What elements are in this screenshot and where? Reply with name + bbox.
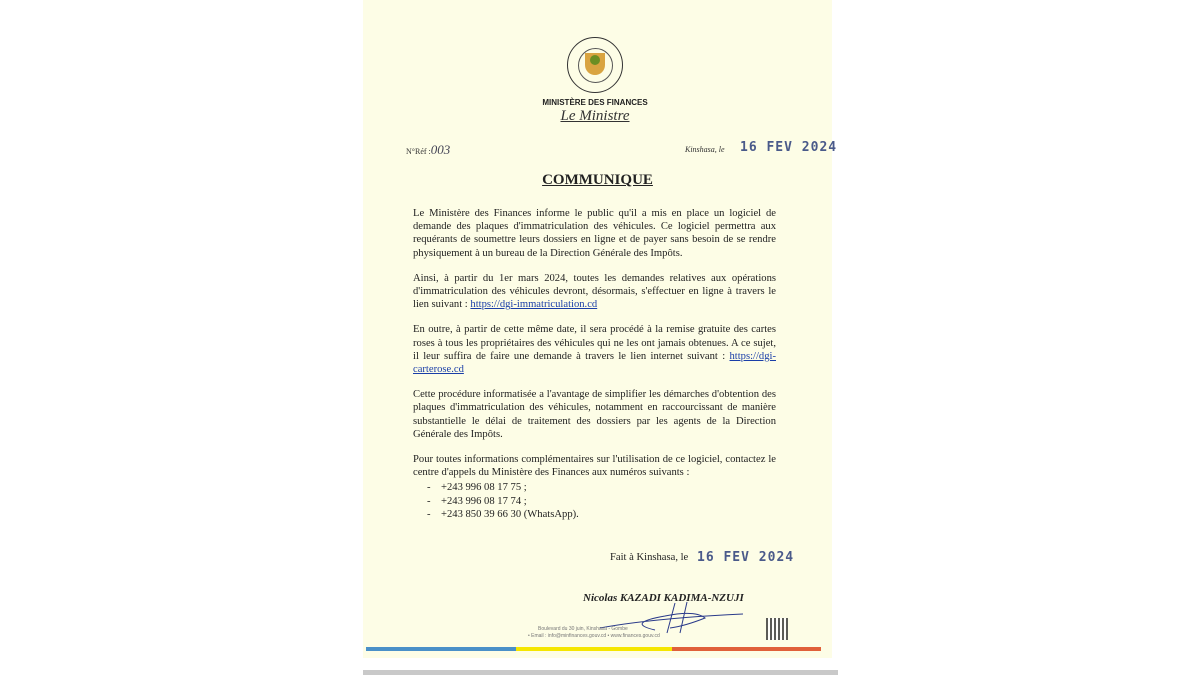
carterose-link[interactable]: https://dgi-carterose.cd — [413, 350, 776, 376]
signer-name: Nicolas KAZADI KADIMA-NZUJI — [583, 592, 744, 604]
date-city-label: Kinshasa, le — [685, 145, 725, 154]
minister-heading: Le Ministre — [560, 108, 630, 124]
flag-bar-blue — [366, 647, 516, 651]
reference-number — [406, 142, 450, 158]
phone-list — [413, 481, 776, 521]
paragraph: Cette procédure informatisée a l'avantage de simplifier les démarches d'obtention des plaques d'immatriculation des véhicules, notamment en raccourcissant de manière substantielle le délai de traitement des dossiers par les agents de la Direction Générale des Impôts. — [413, 389, 776, 440]
qr-code — [766, 618, 788, 640]
paragraph: Pour toutes informations complémentaires sur l'utilisation de ce logiciel, contactez le centre d'appels du Ministère des Finances aux numéros suivants : — [413, 454, 776, 479]
immatriculation-link[interactable]: https://dgi-immatriculation.cd — [470, 299, 598, 311]
footer-contact: Boulevard du 30 juin, Kinshasa - Gombe • Email : info@minfinances.gouv.cd • www.finances.gouv.cd — [528, 626, 660, 639]
ref-label: N°Réf : — [406, 147, 431, 156]
flag-bar-yellow — [516, 647, 672, 651]
page-title: COMMUNIQUE — [542, 172, 653, 188]
date-stamp: 16 FEV 2024 — [740, 140, 838, 155]
paragraph: En outre, à partir de cette même date, il sera procédé à la remise gratuite des cartes roses à tous les propriétaires des véhicules qui ne les ont jamais obtenues. A ce sujet, il leur suffira de faire une demande à travers le lien internet suivant : https://dgi-carterose.cd — [413, 324, 776, 376]
ministry-name: MINISTÈRE DES FINANCES — [542, 98, 648, 107]
flag-bar-red — [672, 647, 821, 651]
government-seal — [567, 37, 623, 93]
communique-body — [413, 207, 776, 521]
paragraph: Ainsi, à partir du 1er mars 2024, toutes les demandes relatives aux opérations d'immatriculation des véhicules devront, désormais, s'effectuer en ligne à travers le lien suivant : https://dgi-immatriculation.cd — [413, 272, 776, 311]
ref-value: 003 — [430, 142, 451, 157]
paragraph: Le Ministère des Finances informe le public qu'il a mis en place un logiciel de demande des plaques d'immatriculation des véhicules. Ce logiciel permettra aux requérants de soumettre leurs dossiers en ligne et de payer sans besoin de se rendre physiquement à un bureau de la Direction Générale des Impôts. — [413, 208, 776, 259]
horizontal-scrollbar[interactable] — [363, 670, 838, 675]
closing-date-stamp: 16 FEV 2024 — [697, 550, 795, 565]
phone-item: - +243 996 08 17 74 ; — [413, 495, 776, 508]
phone-item: - +243 996 08 17 75 ; — [413, 481, 776, 494]
done-at-label: Fait à Kinshasa, le — [610, 552, 689, 563]
phone-item: - +243 850 39 66 30 (WhatsApp). — [413, 508, 776, 521]
